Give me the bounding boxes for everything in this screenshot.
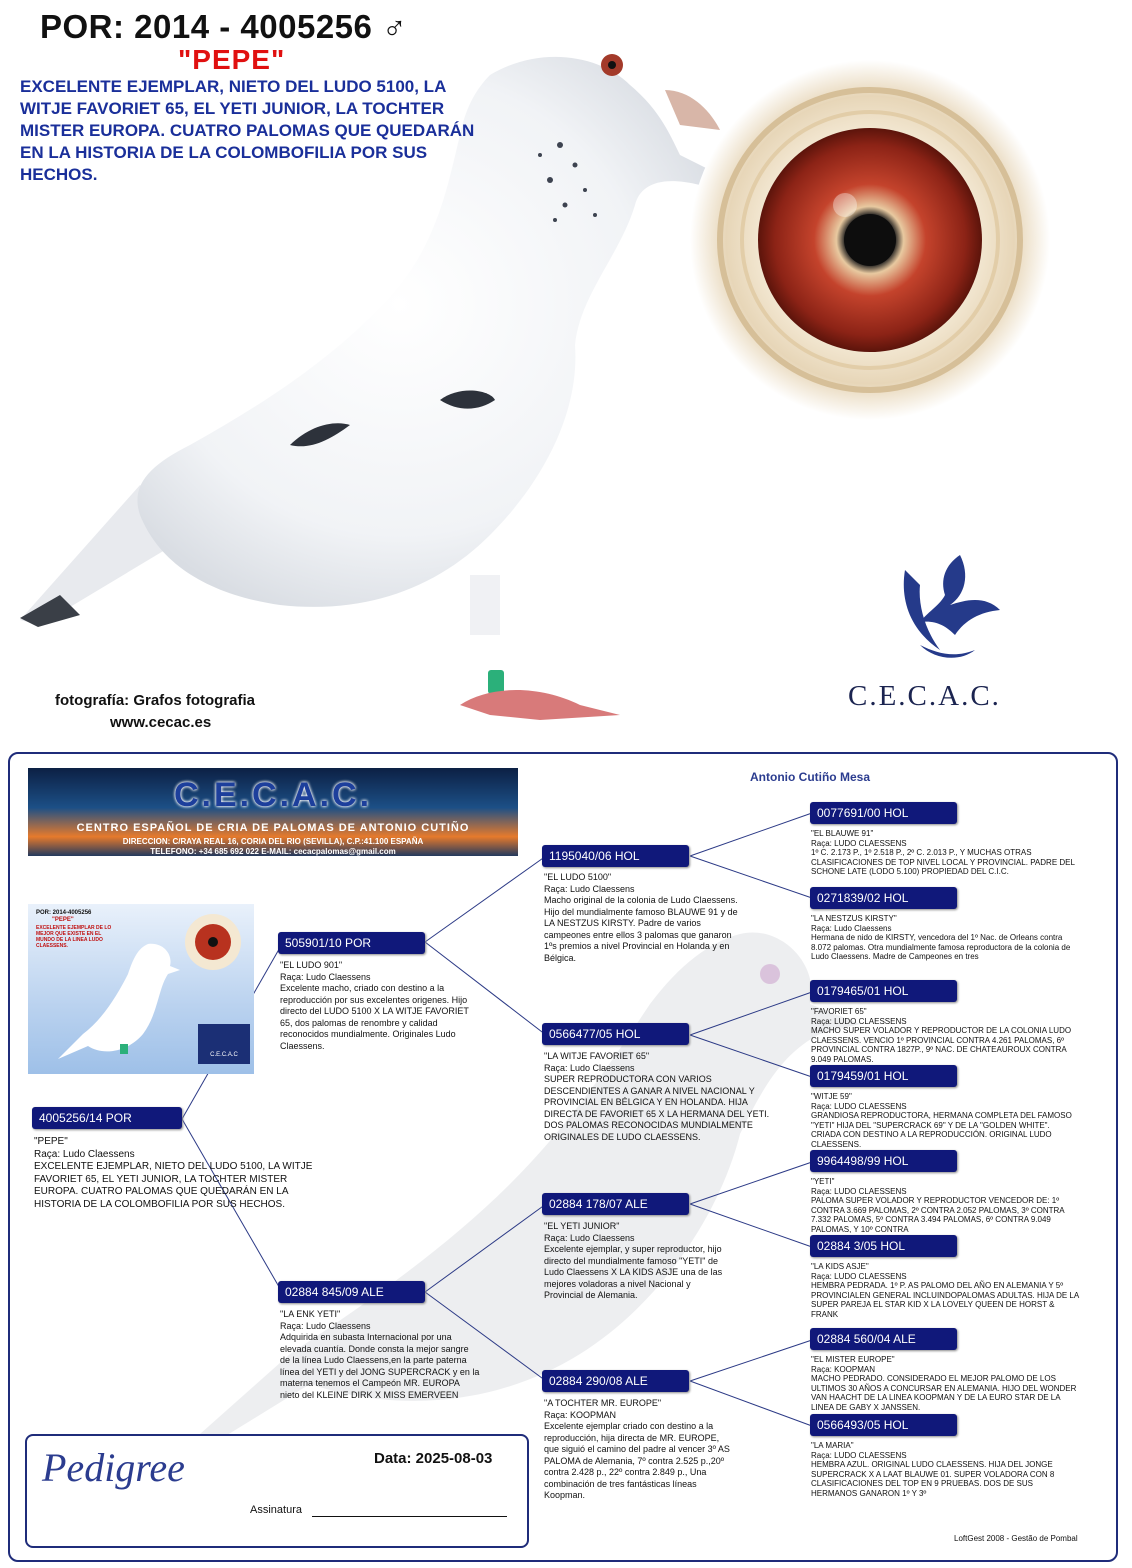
dam-dam-breed: Raça: KOOPMAN xyxy=(544,1409,617,1420)
ddd-info xyxy=(811,1441,1081,1498)
sire-sire-name: "EL LUDO 5100" xyxy=(544,872,612,882)
dds-name: "EL MISTER EUROPE" xyxy=(811,1355,895,1364)
sdd-info xyxy=(811,1092,1081,1149)
banner-subtitle: CENTRO ESPAÑOL DE CRIA DE PALOMAS DE ANTONIO CUTIÑO xyxy=(76,822,470,834)
sire-ring-tag[interactable]: 505901/10 POR xyxy=(278,932,425,954)
dam-sire-text: Excelente ejemplar, y super reproductor, hijo directo del mundialmente famoso "YETI" de Ludo Claessens X LA KIDS ASJE una de las mejores voladoras a nivel Nacional y Provincial de Alemania. xyxy=(544,1244,723,1300)
dsd-info xyxy=(811,1262,1081,1319)
cecac-banner xyxy=(28,768,518,856)
thumbnail-eye xyxy=(183,912,243,972)
thumbnail-name: "PEPE" xyxy=(52,917,74,923)
sire-breed: Raça: Ludo Claessens xyxy=(280,971,371,982)
dss-breed: Raça: LUDO CLAESSENS xyxy=(811,1186,907,1196)
subject-text: EXCELENTE EJEMPLAR, NIETO DEL LUDO 5100, LA WITJE FAVORIET 65, EL YETI JUNIOR, LA TOCHTER MISTER EUROPA. CUATRO PALOMAS QUE QUEDARÁN EN LA HISTORIA DE LA COLOMBOFILIA POR SUS HECHOS. xyxy=(34,1161,313,1210)
dsd-name: "LA KIDS ASJE" xyxy=(811,1262,869,1271)
subject-breed: Raça: Ludo Claessens xyxy=(34,1148,135,1160)
banner-contact: TELEFONO: +34 685 692 022 E-MAIL: cecacpalomas@gmail.com xyxy=(150,847,396,856)
bird-name-title: "PEPE" xyxy=(178,44,286,75)
sdd-text: GRANDIOSA REPRODUCTORA, HERMANA COMPLETA DEL FAMOSO "YETI" HIJA DEL "SUPERCRACK 69" Y DE LA "GOLDEN WHITE". CRIADA CON DESTINO A LA REPRODUCCIÓN. ORIGINAL LUDO CLAESSENS. xyxy=(811,1111,1072,1149)
dam-dam-info xyxy=(544,1398,734,1502)
ring-number-title: POR: 2014 - 4005256 ♂ xyxy=(40,8,408,45)
ssd-info xyxy=(811,914,1081,962)
banner-address: DIRECCION: C/RAYA REAL 16, CORIA DEL RIO (SEVILLA), C.P.:41.100 ESPAÑA xyxy=(122,837,424,846)
dss-name: "YETI" xyxy=(811,1177,835,1186)
dam-dam-name: "A TOCHTER MR. EUROPE" xyxy=(544,1398,662,1408)
dds-info xyxy=(811,1355,1081,1412)
sdd-breed: Raça: LUDO CLAESSENS xyxy=(811,1101,907,1111)
dam-dam-ring-tag[interactable]: 02884 290/08 ALE xyxy=(542,1370,689,1392)
sire-dam-ring-tag[interactable]: 0566477/05 HOL xyxy=(542,1023,689,1045)
dds-text: MACHO PEDRADO. CONSIDERADO EL MEJOR PALOMO DE LOS ULTIMOS 30 AÑOS A CONCURSAR EN ALEMANIA. HIJO DEL WONDER VAN HAACHT DE LA LINEA KOOPMAN Y DE LA EURO STAR DE LA LINEA DE GABY X JANSSEN. xyxy=(811,1374,1077,1412)
sds-info xyxy=(811,1007,1081,1064)
thumbnail-pigeon xyxy=(58,934,188,1074)
subject-info xyxy=(34,1136,324,1211)
ssd-text: Hermana de nido de KIRSTY, vencedora del 1º Nac. de Orleans contra 8.072 palomas. Otra mundialmente famosa reproductora de la colonia de Ludo Claessens. Madre de Campeones en tres xyxy=(811,933,1071,961)
dam-info xyxy=(280,1309,480,1401)
sdd-ring-tag[interactable]: 0179459/01 HOL xyxy=(810,1065,957,1087)
pedigree-date: Data: 2025-08-03 xyxy=(374,1450,493,1467)
dss-text: PALOMA SUPER VOLADOR Y REPRODUCTOR VENCEDOR DE: 1º CONTRA 3.669 PALOMAS, 2º CONTRA 2.052 PALOMAS, 3º CONTRA 7.332 PALOMAS, 5º CONTRA 3.494 PALOMAS, 6º CONTRA 9.049 PALOMAS, Y 10º CONTRA xyxy=(811,1196,1065,1234)
sire-sire-text: Macho original de la colonia de Ludo Claessens. Hijo del mundialmente famoso BLAUWE 91 y de LA NESTZUS KIRSTY. Padre de varios campeones entre ellos 3 palomas que ganaron 1ºs premios a nivel Provincial en Holanda y en Bélgica. xyxy=(544,895,738,963)
sss-ring-tag[interactable]: 0077691/00 HOL xyxy=(810,802,957,824)
poster-thumbnail xyxy=(28,904,254,1074)
pigeon-eye-closeup xyxy=(680,40,1050,430)
ssd-breed: Raça: Ludo Claessens xyxy=(811,923,892,933)
dam-sire-breed: Raça: Ludo Claessens xyxy=(544,1232,635,1243)
ssd-name: "LA NESTZUS KIRSTY" xyxy=(811,914,897,923)
sds-text: MACHO SUPER VOLADOR Y REPRODUCTOR DE LA COLONIA LUDO CLAESSENS. VENCIO 1º PROVINCIAL CONTRA 4.261 PALOMAS, 6º PROVINCIAL CONTRA 1827P., 9º NAC. DE CHATEAUROUX CONTRA 9.049 PALOMAS. xyxy=(811,1026,1072,1064)
signature-line[interactable] xyxy=(312,1516,507,1517)
sire-info xyxy=(280,960,470,1052)
signature-label: Assinatura xyxy=(250,1504,302,1516)
cecac-logo-text: C.E.C.A.C. xyxy=(848,680,1001,712)
ddd-ring-tag[interactable]: 0566493/05 HOL xyxy=(810,1414,957,1436)
sds-name: "FAVORIET 65" xyxy=(811,1007,867,1016)
sire-sire-ring-tag[interactable]: 1195040/06 HOL xyxy=(542,845,689,867)
sire-sire-info xyxy=(544,872,744,964)
sire-text: Excelente macho, criado con destino a la reproducción por sus excelentes origenes. Hijo directo del LUDO 5100 X LA WITJE FAVORIET 65, dos palomas de renombre y calidad reconocidos mundialmente. Originales Ludo Claessens. xyxy=(280,983,469,1051)
ddd-breed: Raça: LUDO CLAESSENS xyxy=(811,1450,907,1460)
dsd-ring-tag[interactable]: 02884 3/05 HOL xyxy=(810,1235,957,1257)
thumbnail-logo-text: C.E.C.A.C xyxy=(210,1052,238,1058)
banner-title: C.E.C.A.C. xyxy=(173,776,373,814)
software-credit: LoftGest 2008 - Gestão de Pombal xyxy=(954,1534,1078,1543)
ddd-text: HEMBRA AZUL. ORIGINAL LUDO CLAESSENS. HIJA DEL JONGE SUPERCRACK X A LAAT BLAUWE 01. SUPER VOLADORA CON 8 CLASIFICACIONES DEL TOP EN 9 PRUEBAS. DOS DE SUS HERMANOS GANARON 1º Y 3º xyxy=(811,1460,1055,1498)
pedigree-panel xyxy=(8,752,1118,1562)
sds-breed: Raça: LUDO CLAESSENS xyxy=(811,1016,907,1026)
sire-dam-info xyxy=(544,1051,784,1143)
dam-sire-ring-tag[interactable]: 02884 178/07 ALE xyxy=(542,1193,689,1215)
dss-info xyxy=(811,1177,1081,1234)
sire-dam-text: SUPER REPRODUCTORA CON VARIOS DESCENDIENTES A GANAR A NIVEL NACIONAL Y PROVINCIAL EN BÉLGICA Y EN HOLANDA. HIJA DIRECTA DE FAVORIET 65 X LA HERMANA DEL YETI. DOS PALOMAS RECONOCIDAS MUNDIALMENTE ORIGINALES DE LUDO CLAESSENS. xyxy=(544,1074,770,1142)
breeder-name: Antonio Cutiño Mesa xyxy=(750,770,870,784)
sire-dam-breed: Raça: Ludo Claessens xyxy=(544,1062,635,1073)
sss-name: "EL BLAUWE 91" xyxy=(811,829,874,838)
thumbnail-desc: EXCELENTE EJEMPLAR DE LO MEJOR QUE EXISTE EN EL MUNDO DE LA LINEA LUDO CLAESSENS. xyxy=(36,925,112,949)
dds-ring-tag[interactable]: 02884 560/04 ALE xyxy=(810,1328,957,1350)
dsd-text: HEMBRA PEDRADA. 1º P. AS PALOMO DEL AÑO EN ALEMANIA Y 5º PROVINCIALEN GENERAL INCLUINDOPALOMAS ADULTAS. HIJA DE LA SUPER PAREJA EL STAR KID X LA LOVELY QUEEN DE HORST & FRANK xyxy=(811,1281,1079,1319)
dss-ring-tag[interactable]: 9964498/99 HOL xyxy=(810,1150,957,1172)
ddd-name: "LA MARIA" xyxy=(811,1441,854,1450)
sire-name: "EL LUDO 901" xyxy=(280,960,343,970)
sds-ring-tag[interactable]: 0179465/01 HOL xyxy=(810,980,957,1002)
sss-breed: Raça: LUDO CLAESSENS xyxy=(811,838,907,848)
dam-sire-name: "EL YETI JUNIOR" xyxy=(544,1221,620,1231)
dsd-breed: Raça: LUDO CLAESSENS xyxy=(811,1271,907,1281)
subject-ring-tag[interactable]: 4005256/14 POR xyxy=(32,1107,182,1129)
dam-breed: Raça: Ludo Claessens xyxy=(280,1320,371,1331)
subject-name: "PEPE" xyxy=(34,1136,68,1147)
ssd-ring-tag[interactable]: 0271839/02 HOL xyxy=(810,887,957,909)
dam-ring-tag[interactable]: 02884 845/09 ALE xyxy=(278,1281,425,1303)
thumbnail-ring: POR: 2014-4005256 xyxy=(36,910,92,916)
cecac-bird-logo-icon xyxy=(890,550,1010,675)
sss-info xyxy=(811,829,1081,877)
sss-text: 1º C. 2.173 P., 1º 2.518 P., 2º C. 2.013 P., Y MUCHAS OTRAS CLASIFICACIONES DE TOP NIVEL LOCAL Y PROVINCIAL. PADRE DEL SCHONE LATE (LODO 5.100) PROPIEDAD DEL C.I.C. xyxy=(811,848,1075,876)
dam-name: "LA ENK YETI" xyxy=(280,1309,341,1319)
pedigree-script-title: Pedigree xyxy=(42,1445,185,1490)
dam-dam-text: Excelente ejemplar criado con destino a la reproducción, hija directa de MR. EUROPE, que siguió el camino del padre al vencer 3º AS PALOMA de Alemania, 7º contra 2.525 p.,20º contra 2.428 p., 22º contra 2.849 p., Una combinación de tres fantásticas líneas Koopman. xyxy=(544,1421,730,1500)
poster-section xyxy=(0,0,1132,745)
dds-breed: Raça: KOOPMAN xyxy=(811,1364,876,1374)
website-credit[interactable]: www.cecac.es xyxy=(110,714,212,731)
sire-dam-name: "LA WITJE FAVORIET 65" xyxy=(544,1051,650,1061)
sdd-name: "WITJE 59" xyxy=(811,1092,852,1101)
photo-credit: fotografía: Grafos fotografia xyxy=(55,692,256,709)
dam-sire-info xyxy=(544,1221,729,1302)
poster-description: EXCELENTE EJEMPLAR, NIETO DEL LUDO 5100, LA WITJE FAVORIET 65, EL YETI JUNIOR, LA TOCHTER MISTER EUROPA. CUATRO PALOMAS QUE QUEDARÁN EN LA HISTORIA DE LA COLOMBOFILIA POR SUS HECHOS. xyxy=(20,77,475,184)
dam-text: Adquirida en subasta Internacional por una elevada cuantía. Donde consta la mejor sangre de la línea Ludo Claessens,en la parte paterna línea del YETI y del JONG SUPERCRACK y en la materna tenemos el Campeón MR. EUROPA nieto del KLEINE DIRK X MISS EMERVEEN xyxy=(280,1332,480,1400)
sire-sire-breed: Raça: Ludo Claessens xyxy=(544,883,635,894)
thumbnail-logo xyxy=(198,1024,250,1064)
